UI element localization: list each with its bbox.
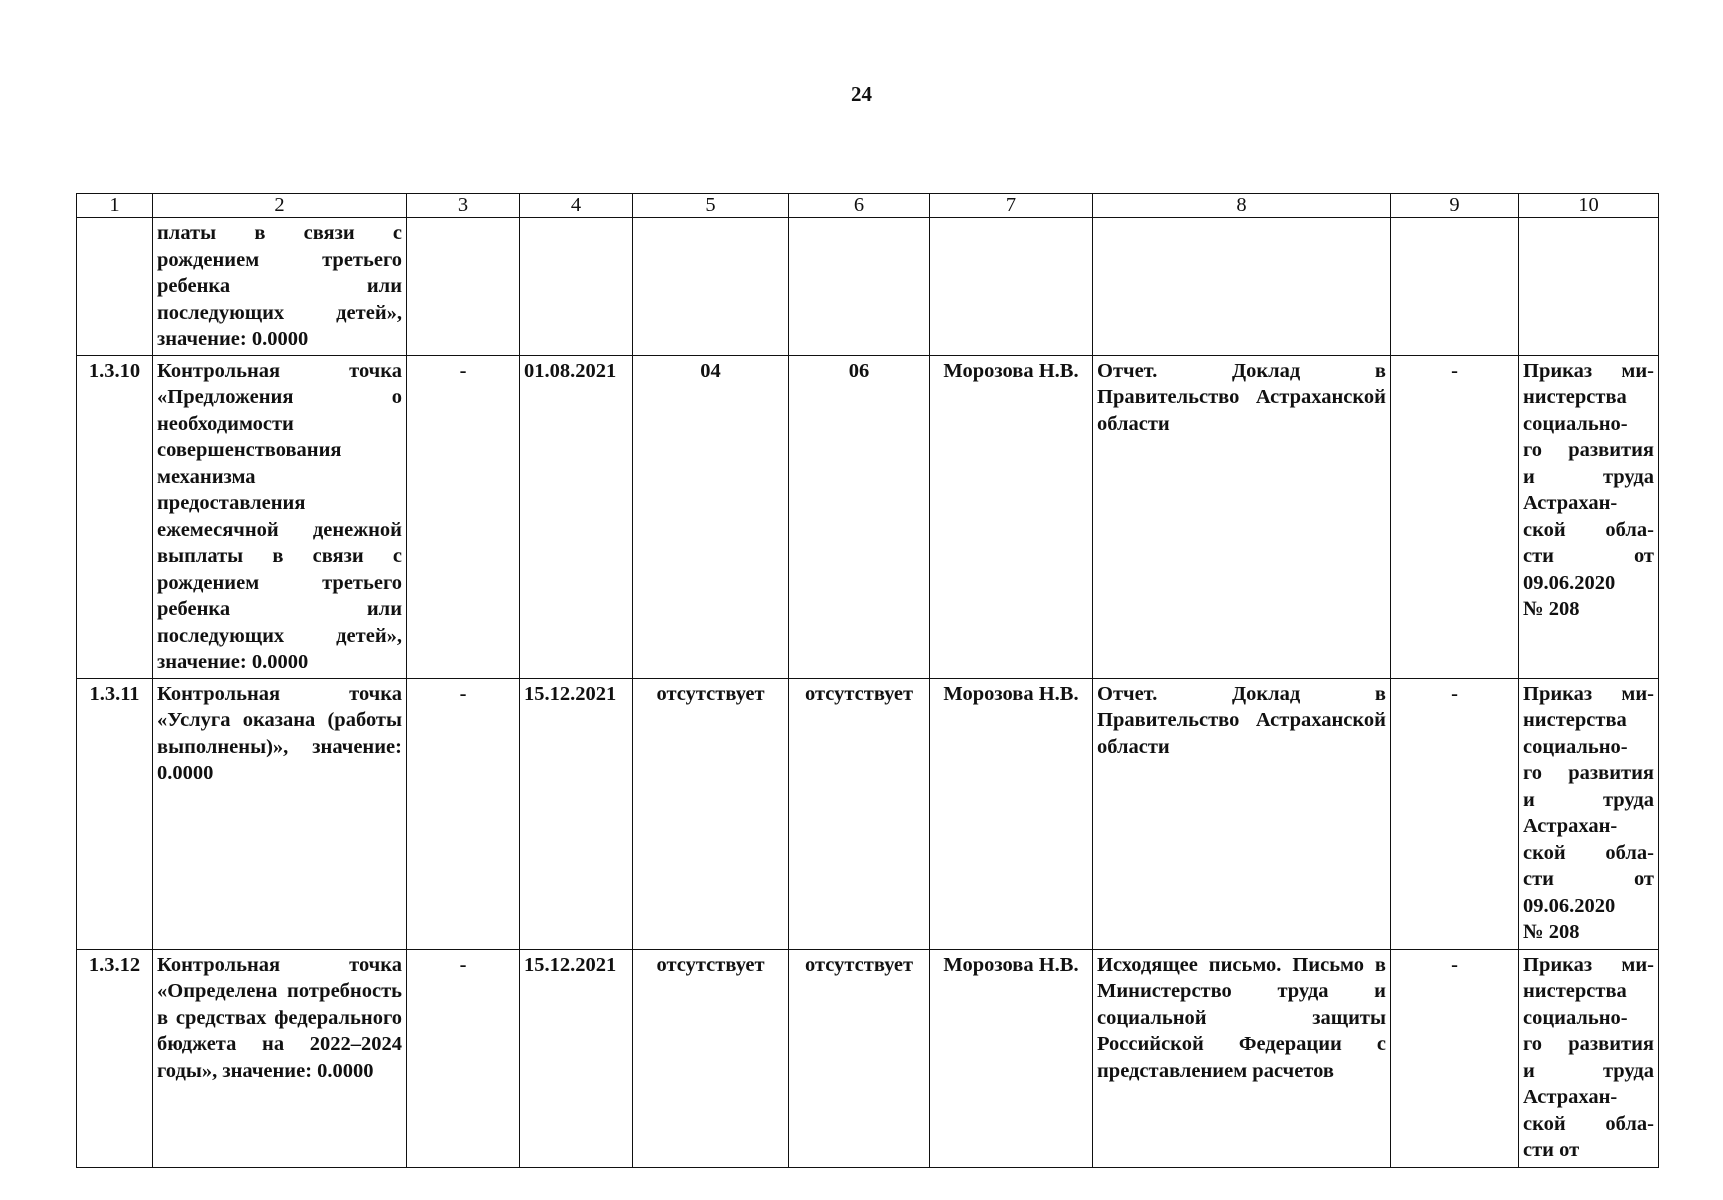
order-reference-line: социально- [1523, 412, 1628, 435]
order-reference-line: Приказ ми- [1523, 953, 1654, 976]
page-number: 24 [851, 82, 872, 106]
table-row [77, 218, 1659, 356]
order-reference-line: Астрахан- [1523, 1086, 1618, 1108]
col-header-2: 2 [153, 194, 407, 218]
order-reference-line: социально- [1523, 735, 1628, 758]
row-number: 1.3.12 [77, 949, 153, 1167]
col-header-4: 4 [520, 194, 633, 218]
cell-col5: отсутствует [633, 678, 789, 949]
responsible-person: Морозова Н.В. [930, 678, 1093, 949]
item-name: платы в связи с рождением третьего ребенка или последующих детей», значение: 0.0000 [153, 218, 407, 356]
order-reference-line: нистерства [1523, 980, 1627, 1002]
order-reference-line: № 208 [1523, 598, 1580, 620]
cell-col5: 04 [633, 355, 789, 678]
col-header-9: 9 [1391, 194, 1519, 218]
cell-col5 [633, 218, 789, 356]
cell-col6: отсутствует [789, 678, 930, 949]
order-reference-line: сти от [1523, 868, 1654, 890]
cell-col3 [407, 218, 520, 356]
cell-col9: - [1391, 355, 1519, 678]
col-header-10: 10 [1519, 194, 1659, 218]
order-reference-line: и труда [1523, 465, 1654, 488]
cell-col3: - [407, 355, 520, 678]
col-header-7: 7 [930, 194, 1093, 218]
responsible-person: Морозова Н.В. [930, 355, 1093, 678]
deadline-date: 15.12.2021 [520, 949, 633, 1167]
result-document: Отчет. Доклад в Правительство Астраханской области [1093, 678, 1391, 949]
order-reference-line: Приказ ми- [1523, 359, 1654, 382]
cell-col6: 06 [789, 355, 930, 678]
col-header-5: 5 [633, 194, 789, 218]
order-reference-line: го развития [1523, 762, 1654, 784]
col-header-1: 1 [77, 194, 153, 218]
col-header-3: 3 [407, 194, 520, 218]
result-document [1093, 218, 1391, 356]
order-reference-line: Астрахан- [1523, 492, 1618, 514]
cell-col6 [789, 218, 930, 356]
order-reference-line: социально- [1523, 1006, 1628, 1029]
order-reference-line: ской обла- [1523, 1112, 1654, 1135]
order-reference-line: Астрахан- [1523, 815, 1618, 837]
item-name: Контрольная точка «Услуга оказана (работы выполнены)», значение: 0.0000 [153, 678, 407, 949]
item-name: Контрольная точка «Предложения о необходимости совершенствования механизма предоставления ежемесячной денежной выплаты в связи с рождением третьего ребенка или последующих детей», значение: 0.0000 [153, 355, 407, 678]
order-reference [1519, 678, 1659, 949]
order-reference [1519, 355, 1659, 678]
deadline-date: 01.08.2021 [520, 355, 633, 678]
result-document: Исходящее письмо. Письмо в Министерство труда и социальной защиты Российской Федерации с представлением расчетов [1093, 949, 1391, 1167]
order-reference-line: сти от [1523, 545, 1654, 567]
order-reference-line: и труда [1523, 788, 1654, 811]
order-reference-line: го развития [1523, 1033, 1654, 1055]
deadline-date [520, 218, 633, 356]
table-row [77, 678, 1659, 949]
col-header-6: 6 [789, 194, 930, 218]
order-reference-line: 09.06.2020 [1523, 894, 1616, 917]
order-reference-line: и труда [1523, 1059, 1654, 1082]
order-reference-line: ской обла- [1523, 841, 1654, 864]
row-number: 1.3.11 [77, 678, 153, 949]
order-reference-line: нистерства [1523, 386, 1627, 408]
order-reference-line: нистерства [1523, 709, 1627, 731]
order-reference-line: № 208 [1523, 921, 1580, 943]
cell-col3: - [407, 949, 520, 1167]
result-document: Отчет. Доклад в Правительство Астраханской области [1093, 355, 1391, 678]
responsible-person [930, 218, 1093, 356]
col-header-8: 8 [1093, 194, 1391, 218]
item-name: Контрольная точка «Определена потребность в средствах федерального бюджета на 2022–2024 годы», значение: 0.0000 [153, 949, 407, 1167]
order-reference-line: го развития [1523, 439, 1654, 461]
deadline-date: 15.12.2021 [520, 678, 633, 949]
cell-col3: - [407, 678, 520, 949]
cell-col9: - [1391, 949, 1519, 1167]
order-reference [1519, 949, 1659, 1167]
cell-col9 [1391, 218, 1519, 356]
row-number [77, 218, 153, 356]
cell-col6: отсутствует [789, 949, 930, 1167]
order-reference-line: ской обла- [1523, 518, 1654, 541]
table-row [77, 949, 1659, 1167]
plan-table [76, 193, 1659, 1168]
order-reference-line: сти от [1523, 1139, 1580, 1161]
cell-col5: отсутствует [633, 949, 789, 1167]
header-row [77, 194, 1659, 218]
order-reference [1519, 218, 1659, 356]
order-reference-line: 09.06.2020 [1523, 571, 1616, 594]
order-reference-line: Приказ ми- [1523, 682, 1654, 705]
cell-col9: - [1391, 678, 1519, 949]
responsible-person: Морозова Н.В. [930, 949, 1093, 1167]
row-number: 1.3.10 [77, 355, 153, 678]
table-row [77, 355, 1659, 678]
